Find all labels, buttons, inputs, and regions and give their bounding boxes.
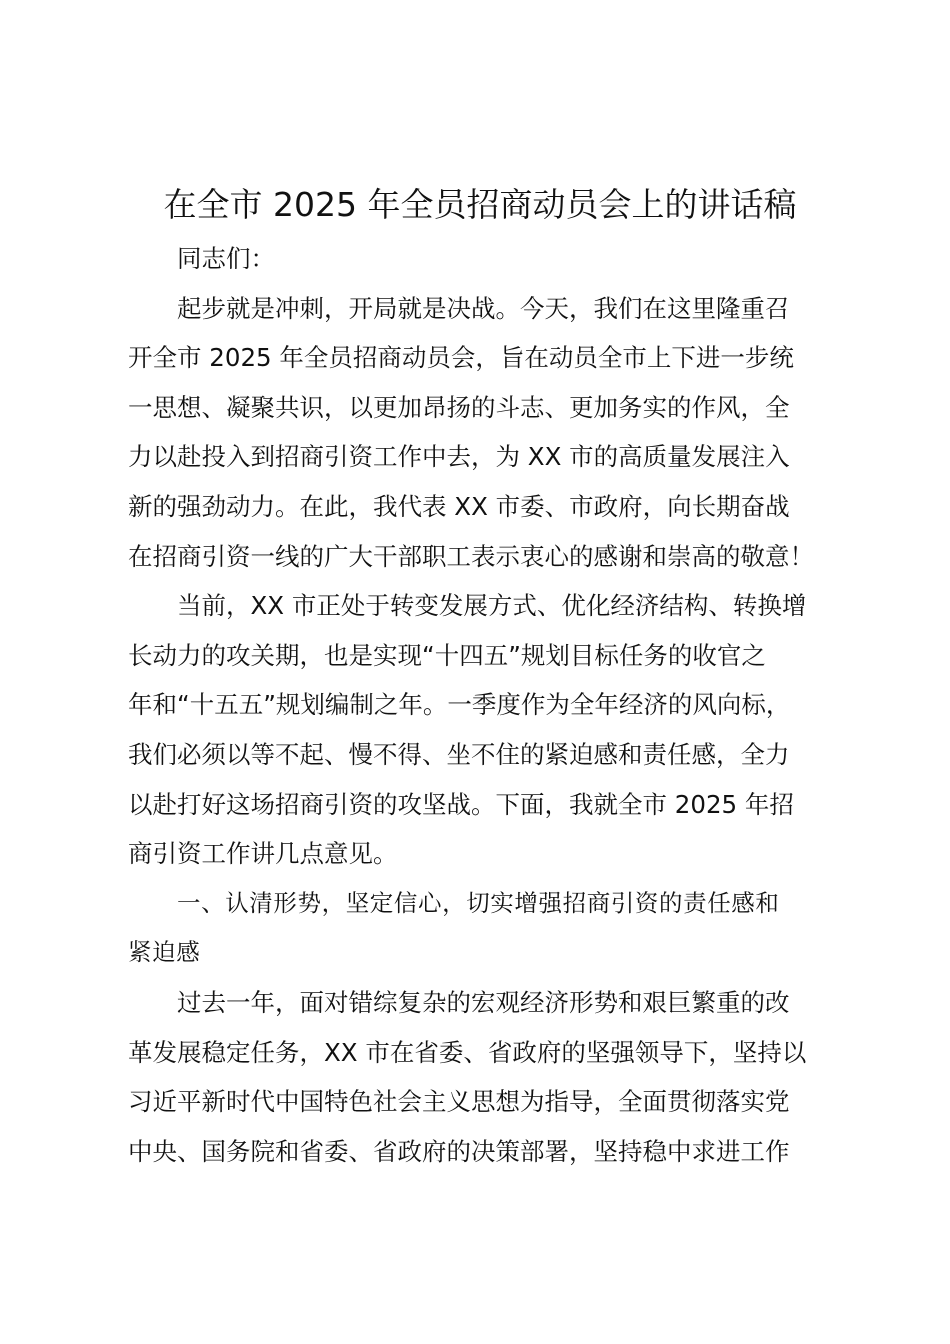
paragraph-line: 力以赴投入到招商引资工作中去，为 XX 市的高质量发展注入 xyxy=(128,442,790,472)
paragraph-line: 中央、国务院和省委、省政府的决策部署，坚持稳中求进工作 xyxy=(128,1136,790,1166)
paragraph-line: 新的强劲动力。在此，我代表 XX 市委、市政府，向长期奋战 xyxy=(128,491,790,521)
paragraph-line: 在招商引资一线的广大干部职工表示衷心的感谢和崇高的敬意！ xyxy=(128,541,814,571)
section-heading-line: 紧迫感 xyxy=(128,938,201,967)
paragraph-line: 习近平新时代中国特色社会主义思想为指导，全面贯彻落实党 xyxy=(128,1087,790,1117)
paragraph-line: 一思想、凝聚共识，以更加昂扬的斗志、更加务实的作风，全 xyxy=(128,392,790,422)
paragraph-line: 革发展稳定任务，XX 市在省委、省政府的坚强领导下，坚持以 xyxy=(128,1037,807,1067)
paragraph-line: 过去一年，面对错综复杂的宏观经济形势和艰巨繁重的改 xyxy=(177,987,790,1017)
document-title: 在全市 2025 年全员招商动员会上的讲话稿 xyxy=(163,185,797,224)
paragraph-line: 开全市 2025 年全员招商动员会，旨在动员全市上下进一步统 xyxy=(128,343,794,373)
salutation-line: 同志们： xyxy=(177,244,275,273)
paragraph-line: 我们必须以等不起、慢不得、坐不住的紧迫感和责任感，全力 xyxy=(128,739,790,769)
paragraph-line: 当前，XX 市正处于转变发展方式、优化经济结构、转换增 xyxy=(177,591,807,621)
paragraph-line: 长动力的攻关期，也是实现“十四五”规划目标任务的收官之 xyxy=(128,640,766,670)
paragraph-line: 年和“十五五”规划编制之年。一季度作为全年经济的风向标， xyxy=(128,690,791,720)
paragraph-line: 商引资工作讲几点意见。 xyxy=(128,839,398,869)
paragraph-line: 起步就是冲刺，开局就是决战。今天，我们在这里隆重召 xyxy=(177,293,790,323)
document-body xyxy=(128,234,848,1176)
section-heading-line: 一、认清形势，坚定信心，切实增强招商引资的责任感和 xyxy=(177,888,780,917)
paragraph-line: 以赴打好这场招商引资的攻坚战。下面，我就全市 2025 年招 xyxy=(128,789,794,819)
